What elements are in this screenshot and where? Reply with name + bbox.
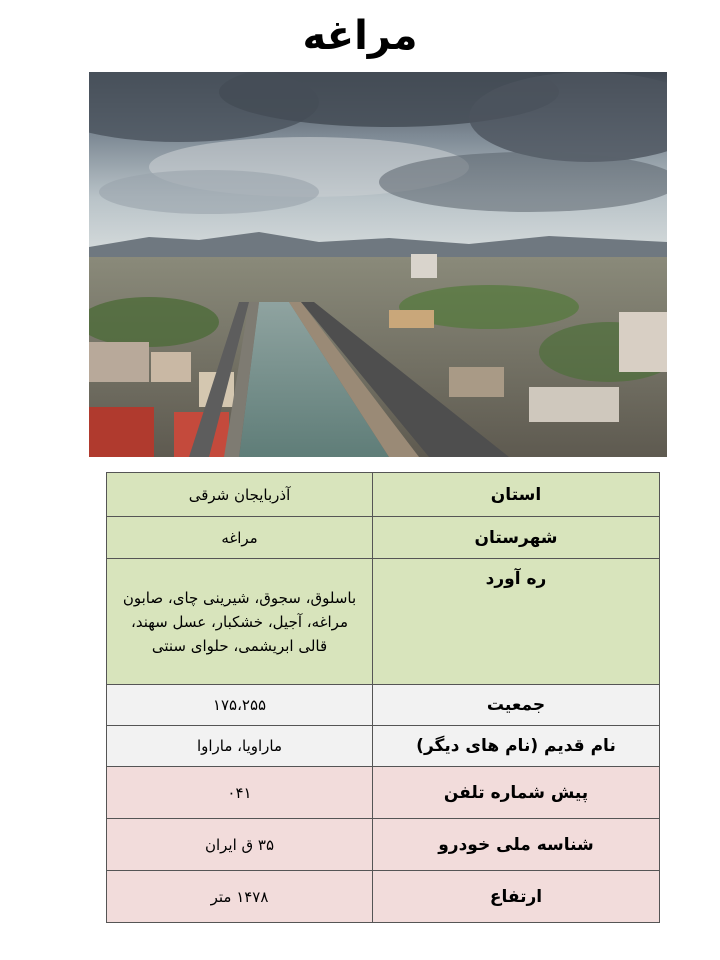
row-label: پیش شماره تلفن [373, 767, 660, 819]
row-label: شهرستان [373, 517, 660, 559]
row-label: نام قدیم (نام های دیگر) [373, 726, 660, 767]
row-old-names [107, 726, 660, 767]
city-info-table [106, 472, 660, 923]
row-county [107, 517, 660, 559]
row-value: ۳۵ ق ایران [107, 819, 373, 871]
row-value: باسلوق، سجوق، شیرینی چای، صابون مراغه، آجیل، خشکبار، عسل سهند، قالی ابریشمی، حلوای سنتی [107, 559, 373, 685]
row-population [107, 685, 660, 726]
row-value: مراغه [107, 517, 373, 559]
row-souvenirs [107, 559, 660, 685]
row-value: ۱۴۷۸ متر [107, 871, 373, 923]
row-label: شناسه ملی خودرو [373, 819, 660, 871]
row-value: ۰۴۱ [107, 767, 373, 819]
city-photo [89, 72, 667, 457]
page-title: مراغه [302, 13, 418, 59]
row-label: استان [373, 473, 660, 517]
row-province [107, 473, 660, 517]
row-label: ره آورد [373, 559, 660, 685]
city-panorama-image [89, 72, 667, 457]
row-label: جمعیت [373, 685, 660, 726]
row-phone-code [107, 767, 660, 819]
row-label: ارتفاع [373, 871, 660, 923]
row-value: ۱۷۵،۲۵۵ [107, 685, 373, 726]
row-plate-code [107, 819, 660, 871]
row-value: ماراویا، ماراوا [107, 726, 373, 767]
row-elevation [107, 871, 660, 923]
row-value: آذربایجان شرقی [107, 473, 373, 517]
